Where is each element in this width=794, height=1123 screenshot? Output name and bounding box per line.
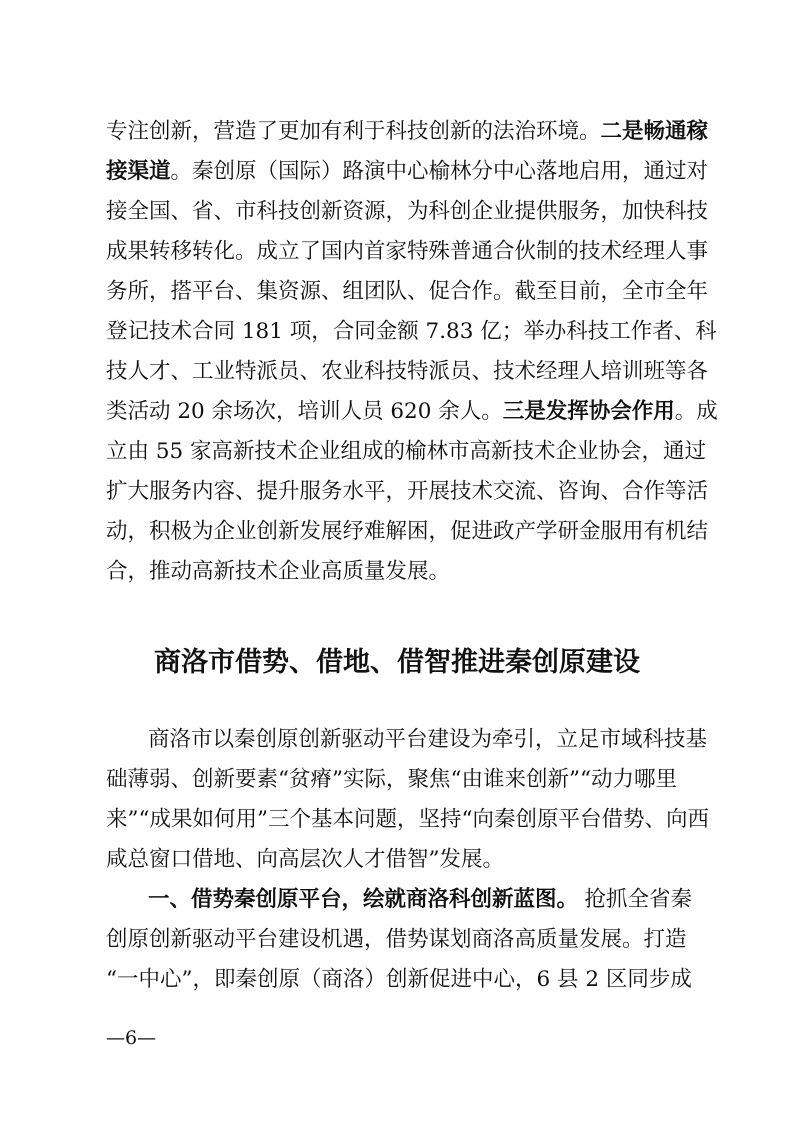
bold-text-run: 三是发挥协会作用 [502, 399, 675, 424]
text-run: 类活动 20 余场次，培训人员 620 余人。 [106, 399, 503, 424]
text-run: 创原创新驱动平台建设机遇，借势谋划商洛高质量发展。打造 [106, 927, 687, 952]
bold-text-run: 二是畅通稼 [600, 119, 709, 144]
paragraph-line [106, 112, 709, 152]
paragraph-line [148, 880, 692, 920]
paragraph-line [106, 352, 709, 392]
text-run: “一中心”，即秦创原（商洛）创新促进中心，6 县 2 区同步成 [106, 967, 692, 992]
paragraph-line [106, 152, 709, 192]
paragraph-line [106, 432, 707, 472]
paragraph-line [106, 760, 692, 800]
text-run: 咸总窗口借地、向高层次人才借智”发展。 [106, 847, 504, 872]
text-run: 来”“成果如何用”三个基本问题，坚持“向秦创原平台借势、向西 [106, 807, 709, 832]
text-run: 抢抓全省秦 [584, 887, 692, 912]
section-heading: 商洛市借势、借地、借智推进秦创原建设 [154, 647, 640, 678]
paragraph-line [106, 232, 709, 272]
text-run: 接全国、省、市科技创新资源，为科创企业提供服务，加快科技 [106, 199, 709, 224]
page-number: —6— [106, 1027, 157, 1049]
paragraph-line [106, 272, 709, 312]
text-run: 立由 55 家高新技术企业组成的榆林市高新技术企业协会，通过 [106, 439, 707, 464]
paragraph-line [106, 800, 709, 840]
paragraph-line [106, 192, 709, 232]
paragraph-line [148, 720, 708, 760]
text-run: 商洛市以秦创原创新驱动平台建设为牵引，立足市域科技基 [148, 727, 708, 752]
paragraph-line [106, 312, 717, 352]
paragraph-line [106, 512, 709, 552]
paragraph-line [106, 392, 718, 432]
text-run: 扩大服务内容、提升服务水平，开展技术交流、咨询、合作等活 [106, 479, 709, 504]
text-run: 础薄弱、创新要素“贫瘠”实际，聚焦“由谁来创新”“动力哪里 [106, 767, 677, 792]
text-run: 技人才、工业特派员、农业科技特派员、技术经理人培训班等各 [106, 359, 709, 384]
text-run: 。成 [674, 399, 718, 424]
paragraph-line [106, 472, 709, 512]
paragraph-line [106, 840, 692, 880]
text-run: 合，推动高新技术企业高质量发展。 [106, 559, 451, 584]
paragraph-line [106, 960, 692, 1000]
paragraph-line [106, 552, 692, 592]
paragraph-line [106, 920, 692, 960]
text-run: 专注创新，营造了更加有利于科技创新的法治环境。 [106, 119, 601, 144]
bold-text-run: 接渠道 [106, 159, 171, 184]
text-run: 成果转移转化。成立了国内首家特殊普通合伙制的技术经理人事 [106, 239, 709, 264]
text-run: 登记技术合同 181 项，合同金额 7.83 亿；举办科技工作者、科 [106, 319, 717, 344]
text-run: 动，积极为企业创新发展纾难解困，促进政产学研金服用有机结 [106, 519, 709, 544]
text-run: 。秦创原（国际）路演中心榆林分中心落地启用，通过对 [170, 159, 709, 184]
bold-text-run: 一、借势秦创原平台，绘就商洛科创新蓝图。 [148, 887, 579, 912]
text-run: 务所，搭平台、集资源、组团队、促合作。截至目前，全市全年 [106, 279, 709, 304]
